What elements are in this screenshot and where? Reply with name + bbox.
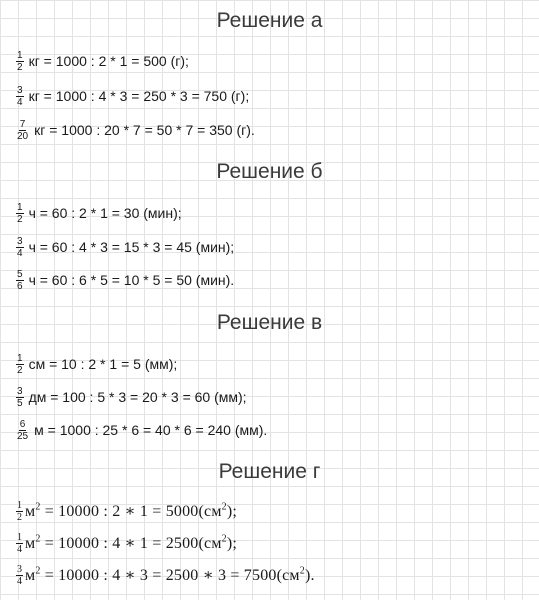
heading-solution-v: Решение в <box>216 311 323 334</box>
equation-text: м = 1000 : 25 * 6 = 40 * 6 = 240 (мм). <box>34 422 268 438</box>
heading-solution-a: Решение а <box>216 9 323 32</box>
fraction: $\frac{1}{4}$ <box>17 531 22 555</box>
equation-text: кг = 1000 : 2 * 1 = 500 (г); <box>28 53 189 69</box>
equation-text: см = 10 : 2 * 1 = 5 (мм); <box>28 356 178 372</box>
equation-text: ч = 60 : 4 * 3 = 15 * 3 = 45 (мин); <box>28 239 235 255</box>
solution-g-line-1 <box>16 496 237 526</box>
equation-text: $м^2 = 10000$ : 4 ∗ $1 = 2500(см^2)$; <box>25 533 238 552</box>
equation-text: кг = 1000 : 20 * 7 = 50 * 7 = 350 (г). <box>34 122 255 138</box>
equation-text: $м^2 = 10000$ : 2 ∗ $1 = 5000(см^2)$; <box>25 501 238 520</box>
fraction: $\frac{1}{2}$ <box>17 499 22 523</box>
fraction: $\frac{1}{2}$ <box>17 201 23 225</box>
solution-v-line-3 <box>16 415 267 445</box>
solution-b-line-2 <box>16 232 234 262</box>
solution-g-line-3 <box>16 560 315 590</box>
heading-solution-g: Решение г <box>218 460 321 483</box>
solution-b-line-3 <box>16 265 234 295</box>
equation-text: $м^2 = 10000$ : 4 ∗ 3 = 2500 ∗ $3 = 7500(см^2)$. <box>25 565 315 584</box>
equation-text: ч = 60 : 2 * 1 = 30 (мин); <box>28 205 182 221</box>
fraction: $\frac{3}{4}$ <box>17 84 23 108</box>
fraction: $\frac{3}{4}$ <box>17 563 22 587</box>
fraction: $\frac{1}{2}$ <box>17 49 23 73</box>
solution-v-line-2 <box>16 382 247 412</box>
fraction: $\frac{3}{4}$ <box>17 235 23 259</box>
solution-a-line-3 <box>16 115 255 145</box>
equation-text: дм = 100 : 5 * 3 = 20 * 3 = 60 (мм); <box>28 389 247 405</box>
solution-a-line-1 <box>16 46 189 76</box>
equation-text: ч = 60 : 6 * 5 = 10 * 5 = 50 (мин). <box>28 272 235 288</box>
solution-g-line-2 <box>16 528 237 558</box>
fraction: $\frac{6}{25}$ <box>17 418 29 442</box>
equation-text: кг = 1000 : 4 * 3 = 250 * 3 = 750 (г); <box>28 88 250 104</box>
fraction: $\frac{1}{2}$ <box>17 352 23 376</box>
solution-v-line-1 <box>16 349 177 379</box>
fraction: $\frac{3}{5}$ <box>17 385 23 409</box>
heading-solution-b: Решение б <box>216 160 323 183</box>
fraction: $\frac{5}{6}$ <box>17 268 23 292</box>
solution-b-line-1 <box>16 198 182 228</box>
solution-a-line-2 <box>16 81 249 111</box>
fraction: $\frac{7}{20}$ <box>17 118 29 142</box>
